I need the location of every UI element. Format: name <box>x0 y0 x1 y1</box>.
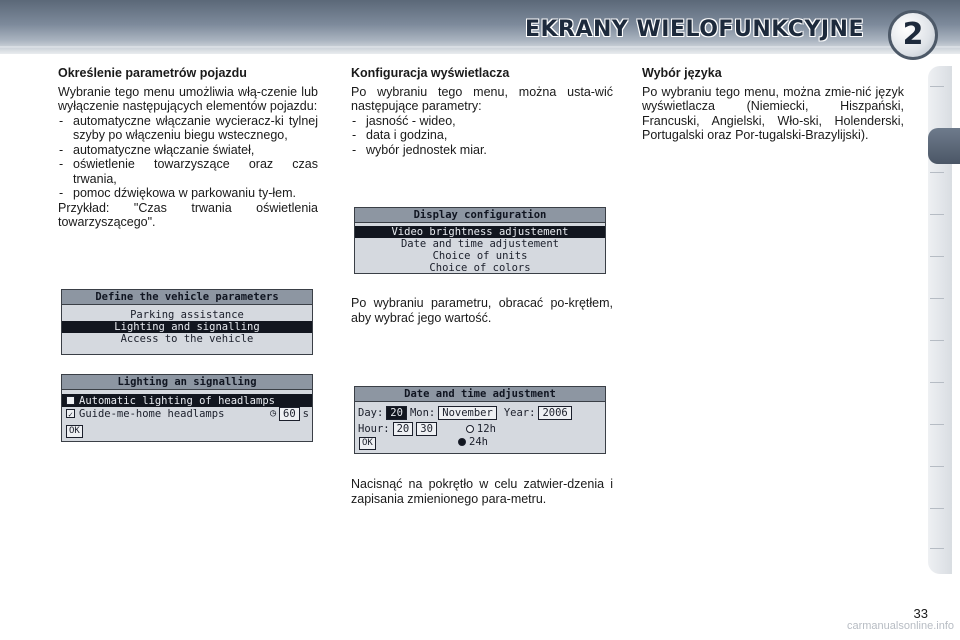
ok-button[interactable]: OK <box>359 437 376 450</box>
screen-title: Display configuration <box>355 208 605 223</box>
hour-label: Hour: <box>358 422 390 435</box>
screen-title: Lighting an signalling <box>62 375 312 390</box>
month-label: Mon: <box>409 406 436 419</box>
section-heading: Konfiguracja wyświetlacza <box>351 66 510 80</box>
hour-field[interactable]: 20 <box>393 422 414 436</box>
bullet-list <box>351 114 613 158</box>
minute-field[interactable]: 30 <box>416 422 437 436</box>
option-24h-label: 24h <box>469 435 488 448</box>
menu-item-units[interactable]: Choice of units <box>432 250 528 262</box>
clock-icon: ◷ <box>269 408 277 419</box>
section-heading: Określenie parametrów pojazdu <box>58 66 247 80</box>
radio-24h[interactable] <box>458 438 466 446</box>
year-field[interactable]: 2006 <box>538 406 571 420</box>
option-12h-label: 12h <box>476 422 496 435</box>
list-item: - automatyczne włączanie wycieracz-ki tylnej szyby po włączeniu biegu wstecznego, <box>58 114 318 143</box>
column-vehicle-parameters <box>58 66 318 230</box>
screen-display-configuration <box>354 207 606 274</box>
year-label: Year: <box>503 406 536 419</box>
thumb-index-tick <box>930 256 944 257</box>
list-item: - oświetlenie towarzyszące oraz czas trwania, <box>58 157 318 186</box>
list-item: - wybór jednostek miar. <box>351 143 613 158</box>
day-label: Day: <box>358 406 384 419</box>
checkbox[interactable] <box>66 396 75 405</box>
month-field[interactable]: November <box>438 406 497 420</box>
paragraph-confirm: Nacisnąć na pokrętło w celu zatwier-dzenia i zapisania zmienionego para-metru. <box>351 477 613 506</box>
paragraph-select-parameter: Po wybraniu parametru, obracać po-krętłem, aby wybrać jego wartość. <box>351 296 613 325</box>
paragraph: Wybranie tego menu umożliwia włą-czenie lub wyłączenie następujących elementów pojazdu: <box>58 84 318 113</box>
option-label: Guide-me-home headlamps <box>79 407 225 420</box>
paragraph: Po wybraniu tego menu, można zmie-nić język wyświetlacza (Niemiecki, Hiszpański, Francuski, Angielski, Wło-ski, Holenderski, Portugalski oraz Por-tugalski-Brazylijski). <box>642 84 904 142</box>
column-display-configuration <box>351 66 613 157</box>
checkbox-checked[interactable]: ✓ <box>66 409 75 418</box>
thumb-index-tick <box>930 214 944 215</box>
thumb-index-tick <box>930 424 944 425</box>
ok-button[interactable]: OK <box>66 425 83 438</box>
chapter-badge: 2 <box>888 10 938 60</box>
thumb-index-tick <box>930 548 944 549</box>
list-item: - data i godzina, <box>351 128 613 143</box>
option-label: Automatic lighting of headlamps <box>79 394 275 407</box>
thumb-index-active-tab[interactable] <box>928 128 960 164</box>
format-row <box>355 435 605 448</box>
list-item: - jasność - wideo, <box>351 114 613 129</box>
time-row <box>355 422 605 435</box>
list-item: - automatyczne włączanie świateł, <box>58 143 318 158</box>
duration-value-field[interactable]: 60 <box>279 407 300 421</box>
option-row-auto-headlamps[interactable] <box>62 394 312 407</box>
example-paragraph: Przykład: "Czas trwania oświetlenia towarzyszącego". <box>58 200 318 229</box>
thumb-index-tick <box>930 466 944 467</box>
screen-title: Define the vehicle parameters <box>62 290 312 305</box>
chapter-title: EKRANY WIELOFUNKCYJNE <box>524 17 864 42</box>
screen-lighting-signalling <box>61 374 313 442</box>
duration-unit: s <box>302 407 309 420</box>
thumb-index-tick <box>930 382 944 383</box>
thumb-index-tick <box>930 298 944 299</box>
menu-item-parking-assistance[interactable]: Parking assistance <box>130 309 244 321</box>
screen-vehicle-parameters <box>61 289 313 355</box>
watermark: carmanualsonline.info <box>846 620 954 632</box>
page-number: 33 <box>913 606 928 621</box>
paragraph: Po wybraniu tego menu, można usta-wić następujące parametry: <box>351 84 613 113</box>
screen-date-time <box>354 386 606 454</box>
radio-12h[interactable] <box>466 425 474 433</box>
day-field[interactable]: 20 <box>386 406 407 420</box>
date-row <box>355 406 605 419</box>
menu-item-video-brightness[interactable]: Video brightness adjustement <box>355 226 605 238</box>
option-row-guide-me-home[interactable] <box>62 407 312 420</box>
menu-item-date-time[interactable]: Date and time adjustement <box>400 238 560 250</box>
thumb-index-tick <box>930 172 944 173</box>
section-heading: Wybór języka <box>642 66 722 80</box>
menu-item-lighting-signalling[interactable]: Lighting and signalling <box>62 321 312 333</box>
header-divider <box>0 46 960 48</box>
thumb-index-tick <box>930 340 944 341</box>
bullet-list <box>58 114 318 201</box>
menu-item-access-vehicle[interactable]: Access to the vehicle <box>120 333 254 345</box>
thumb-index-tick <box>930 86 944 87</box>
thumb-index-tick <box>930 508 944 509</box>
screen-title: Date and time adjustment <box>355 387 605 402</box>
menu-item-colors[interactable]: Choice of colors <box>429 262 531 274</box>
list-item: - pomoc dźwiękowa w parkowaniu ty-łem. <box>58 186 318 201</box>
column-language <box>642 66 904 143</box>
